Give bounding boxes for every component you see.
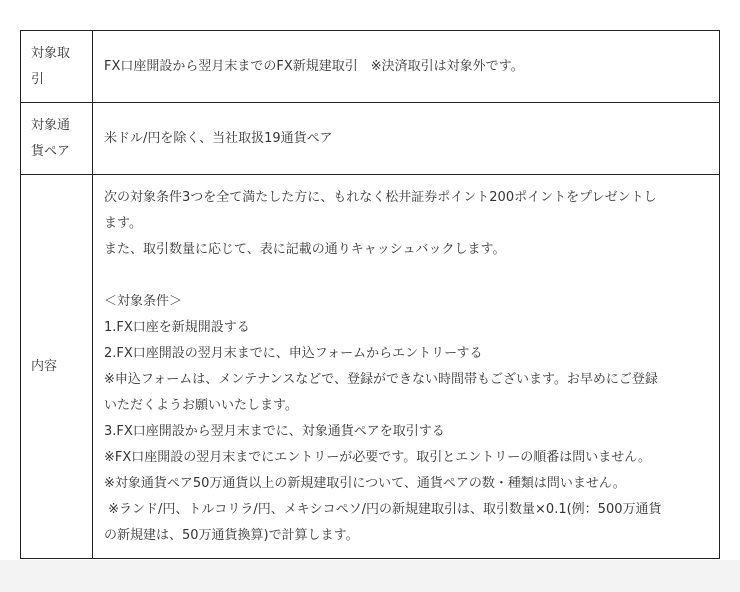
content-line-condition-2: 2.FX口座開設の翌月末までに、申込フォームからエントリーする	[104, 345, 483, 361]
campaign-info-table	[20, 30, 720, 559]
target-trade-label-line1: 対象取	[31, 45, 71, 61]
content-line-note-form-1: ※申込フォームは、メンテナンスなどで、登録ができない時間帯もございます。お早めにご登録	[104, 371, 658, 387]
content-line-1: 次の対象条件3つを全て満たした方に、もれなく松井証券ポイント200ポイントをプレゼントし	[104, 189, 657, 205]
content-label: 内容	[21, 175, 93, 559]
target-pairs-label-line1: 対象通	[31, 117, 71, 133]
content-value	[93, 175, 720, 559]
content-line-condition-1: 1.FX口座を新規開設する	[104, 319, 250, 335]
content-line-note-volume: ※対象通貨ペア50万通貨以上の新規建取引について、通貨ペアの数・種類は問いません。	[104, 475, 626, 491]
table-row-target-pairs	[21, 103, 720, 175]
target-trade-value: FX口座開設から翌月末までのFX新規建取引 ※決済取引は対象外です。	[93, 31, 720, 103]
target-pairs-value: 米ドル/円を除く、当社取扱19通貨ペア	[93, 103, 720, 175]
table-row-target-trade	[21, 31, 720, 103]
target-pairs-label	[21, 103, 93, 175]
content-line-2: ます。	[104, 215, 142, 231]
content-line-note-conversion-1: ※ランド/円、トルコリラ/円、メキシコペソ/円の新規建取引は、取引数量×0.1(例：500万通貨	[104, 501, 662, 517]
content-line-condition-3: 3.FX口座開設から翌月末までに、対象通貨ペアを取引する	[104, 423, 445, 439]
content-line-note-conversion-2: の新規建は、50万通貨換算)で計算します。	[104, 527, 359, 543]
content-line-note-form-2: いただくようお願いいたします。	[104, 397, 298, 413]
content-line-conditions-heading: ＜対象条件＞	[104, 293, 183, 309]
target-trade-label	[21, 31, 93, 103]
target-trade-label-line2: 引	[31, 71, 45, 87]
table-row-content	[21, 175, 720, 559]
content-line-3: また、取引数量に応じて、表に記載の通りキャッシュバックします。	[104, 241, 506, 257]
content-blank-line	[104, 263, 709, 289]
target-pairs-label-line2: 貨ペア	[31, 143, 71, 159]
content-line-note-entry: ※FX口座開設の翌月末までにエントリーが必要です。取引とエントリーの順番は問いません。	[104, 449, 652, 465]
